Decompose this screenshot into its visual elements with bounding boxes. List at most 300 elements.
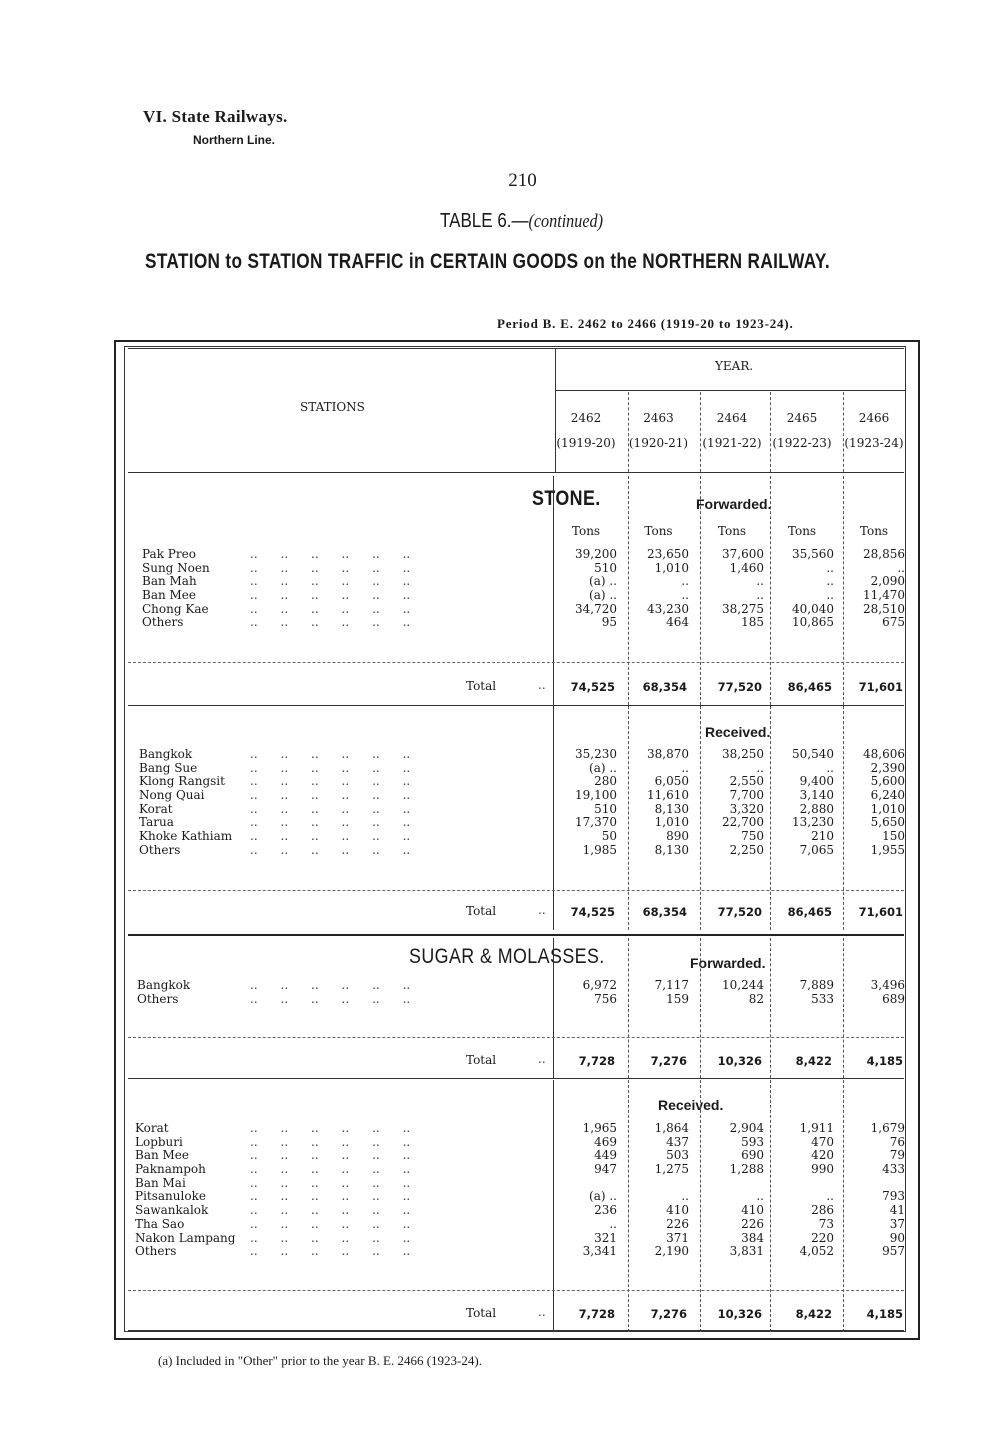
stations-header: STATIONS xyxy=(300,400,365,414)
table-cell: 957 xyxy=(882,1244,905,1259)
table-cell: 3,140 xyxy=(799,788,834,803)
table-cell: 1,679 xyxy=(870,1121,905,1135)
table-cell: 675 xyxy=(882,615,905,630)
table-cell: 433 xyxy=(882,1162,905,1177)
sugar-received-col-1 xyxy=(619,1122,689,1259)
table-cell: 890 xyxy=(666,829,689,844)
station-name: Korat xyxy=(135,1121,169,1135)
table-cell: 3,496 xyxy=(870,978,905,992)
table-cell: 6,972 xyxy=(582,978,617,992)
year-be-3: 2465 xyxy=(786,411,818,425)
sugar-forwarded-total-3: 8,422 xyxy=(795,1054,832,1068)
table-cell: 1,460 xyxy=(729,560,764,575)
sugar-received-total-dots: .. xyxy=(538,1305,546,1319)
table-cell: 1,010 xyxy=(654,815,689,830)
station-name: Ban Mee xyxy=(135,1148,190,1163)
station-name: Others xyxy=(142,615,184,630)
stone-received-col-divider-3 xyxy=(770,706,771,930)
table-cell: 79 xyxy=(889,1148,905,1163)
table-cell: 1,288 xyxy=(729,1162,764,1177)
table-cell: 159 xyxy=(666,991,689,1006)
table-title-continued: (continued) xyxy=(528,211,603,232)
stone-forwarded-total-3: 86,465 xyxy=(787,680,832,694)
stone-forwarded-col-divider-3 xyxy=(770,476,771,705)
stone-received-total-label: Total xyxy=(466,904,497,918)
table-cell: 11,470 xyxy=(863,588,905,603)
stone-forwarded-col-0 xyxy=(547,548,617,630)
stone-received-label: Received. xyxy=(705,724,771,740)
station-name: Tha Sao xyxy=(135,1216,185,1231)
leader-dots: .. .. .. .. .. .. xyxy=(250,547,411,561)
table-cell: 5,650 xyxy=(870,815,905,830)
stone-received-total-1: 68,354 xyxy=(642,905,687,919)
leader-dots: .. .. .. .. .. .. xyxy=(250,815,411,830)
year-be-2: 2464 xyxy=(716,411,748,425)
sugar-received-col-divider-1 xyxy=(628,1080,629,1332)
sugar-forwarded-stations xyxy=(137,979,190,1006)
page-number: 210 xyxy=(508,170,537,191)
table-cell: 10,244 xyxy=(722,978,764,992)
stone-received-col-divider-2 xyxy=(700,706,701,930)
table-cell: 437 xyxy=(666,1134,689,1149)
stone-received-total-dots: .. xyxy=(538,903,546,917)
year-ce-2: (1921-22) xyxy=(702,436,762,450)
year-header: YEAR. xyxy=(715,359,754,373)
leader-dots: .. .. .. .. .. .. xyxy=(250,1121,411,1135)
sugar-forwarded-total-2: 10,326 xyxy=(717,1054,762,1068)
stone-forwarded-col-2 xyxy=(694,548,764,630)
table-cell: 37,600 xyxy=(722,547,764,561)
stone-received-total-4: 71,601 xyxy=(858,905,903,919)
table-cell: 3,341 xyxy=(582,1244,617,1259)
sugar-forwarded-total-rule xyxy=(128,1037,904,1038)
table-cell: 503 xyxy=(666,1148,689,1163)
table-cell: .. xyxy=(826,1189,834,1204)
year-divider-2 xyxy=(700,392,701,472)
stone-forwarded-total-0: 74,525 xyxy=(570,680,615,694)
table-cell: 13,230 xyxy=(792,815,834,830)
station-name: Others xyxy=(139,842,181,857)
stone-received-col-divider-1 xyxy=(628,706,629,930)
table-cell xyxy=(694,1177,764,1191)
table-cell: 50,540 xyxy=(792,747,834,761)
table-cell: 37 xyxy=(889,1216,905,1231)
table-cell: 1,965 xyxy=(582,1121,617,1135)
year-divider-3 xyxy=(770,392,771,472)
sugar-received-total-2: 10,326 xyxy=(717,1307,762,1321)
sugar-received-col-3 xyxy=(764,1122,834,1259)
leader-dots: .. .. .. .. .. .. xyxy=(250,829,411,844)
table-cell: 2,390 xyxy=(870,760,905,775)
leader-dots: .. .. .. .. .. .. xyxy=(250,1148,411,1163)
stone-forwarded-unit-4: Tons xyxy=(859,524,889,538)
leader-dots: .. .. .. .. .. .. xyxy=(250,1162,411,1177)
sugar-received-total-3: 8,422 xyxy=(795,1307,832,1321)
table-cell: .. xyxy=(756,574,764,589)
table-cell: 73 xyxy=(818,1216,834,1231)
leader-dots: .. .. .. .. .. .. xyxy=(250,615,411,630)
sugar-forwarded-col-1 xyxy=(619,979,689,1006)
station-name: Lopburi xyxy=(135,1134,183,1149)
sugar-forwarded-total-label: Total xyxy=(466,1053,497,1067)
stone-forwarded-unit-2: Tons xyxy=(717,524,747,538)
leader-dots: .. .. .. .. .. .. xyxy=(250,1134,411,1149)
table-cell: 48,606 xyxy=(863,747,905,761)
table-cell: 1,010 xyxy=(654,560,689,575)
table-cell: .. xyxy=(681,574,689,589)
year-be-0: 2462 xyxy=(570,411,602,425)
table-cell: 510 xyxy=(594,560,617,575)
station-name: Bangkok xyxy=(137,978,191,992)
table-cell: 449 xyxy=(594,1148,617,1163)
leader-dots: .. .. .. .. .. .. xyxy=(250,574,411,589)
sugar-forwarded-col-2 xyxy=(694,979,764,1006)
sugar-received-col-2 xyxy=(694,1122,764,1259)
table-cell: 510 xyxy=(594,801,617,816)
stone-forwarded-unit-0: Tons xyxy=(571,524,601,538)
station-name: Nong Quai xyxy=(139,788,205,803)
table-cell: 38,250 xyxy=(722,747,764,761)
stone-forwarded-col-divider-1 xyxy=(628,476,629,705)
table-cell: 41 xyxy=(889,1203,905,1218)
table-cell: 10,865 xyxy=(792,615,834,630)
sugar-received-total-1: 7,276 xyxy=(650,1307,687,1321)
sugar-received-stations-divider xyxy=(553,1080,554,1332)
station-name: Sung Noen xyxy=(142,560,210,575)
sugar-received-stations xyxy=(135,1122,235,1259)
table-cell: 22,700 xyxy=(722,815,764,830)
leader-dots: .. .. .. .. .. .. xyxy=(250,560,411,575)
table-cell: 1,010 xyxy=(870,801,905,816)
stone-received-col-3 xyxy=(764,748,834,858)
year-be-1: 2463 xyxy=(643,411,674,425)
table-cell: 7,700 xyxy=(729,788,764,803)
sugar-received-leaders xyxy=(250,1122,410,1259)
stone-forwarded-total-2: 77,520 xyxy=(717,680,762,694)
table-cell: 947 xyxy=(594,1162,617,1177)
table-cell: 210 xyxy=(811,829,834,844)
table-cell: 236 xyxy=(594,1203,617,1218)
table-cell: 38,275 xyxy=(722,601,764,616)
table-cell: 1,985 xyxy=(582,842,617,857)
table-cell: 793 xyxy=(882,1189,905,1204)
table-cell: 2,090 xyxy=(870,574,905,589)
sugar-received-col-divider-4 xyxy=(843,1080,844,1332)
leader-dots: .. .. .. .. .. .. xyxy=(250,601,411,616)
table-cell: 2,550 xyxy=(729,774,764,789)
stone-forwarded-total-dots: .. xyxy=(538,678,546,692)
sugar-forwarded-stations-divider xyxy=(553,938,554,1078)
table-cell: 990 xyxy=(811,1162,834,1177)
table-cell: 226 xyxy=(741,1216,764,1231)
sugar-forwarded-end-rule xyxy=(128,1078,904,1079)
table-cell: (a) .. xyxy=(589,1189,617,1204)
year-ce-1: (1920-21) xyxy=(628,436,689,450)
table-cell: 4,052 xyxy=(799,1244,834,1259)
table-cell xyxy=(835,1177,905,1191)
table-cell: 2,190 xyxy=(654,1244,689,1259)
stone-forwarded-col-divider-2 xyxy=(700,476,701,705)
table-cell: 220 xyxy=(811,1230,834,1245)
table-title-main: TABLE 6.— xyxy=(440,210,529,232)
leader-dots: .. .. .. .. .. .. xyxy=(250,760,411,775)
stone-received-total-2: 77,520 xyxy=(717,905,762,919)
table-cell: 150 xyxy=(882,829,905,844)
leader-dots: .. .. .. .. .. .. xyxy=(250,788,411,803)
table-cell: 533 xyxy=(811,991,834,1006)
stone-received-leaders xyxy=(250,748,410,858)
table-cell: 420 xyxy=(811,1148,834,1163)
table-cell: 371 xyxy=(666,1230,689,1245)
year-divider-4 xyxy=(843,392,844,472)
table-cell: 464 xyxy=(666,615,689,630)
station-name: Paknampoh xyxy=(135,1162,206,1177)
table-cell: 3,320 xyxy=(729,801,764,816)
table-cell: .. xyxy=(681,760,689,775)
stone-received-stations xyxy=(139,748,232,858)
table-cell: .. xyxy=(756,760,764,775)
stone-forwarded-total-rule xyxy=(128,662,904,663)
table-cell: 689 xyxy=(882,991,905,1006)
table-cell: 286 xyxy=(811,1203,834,1218)
station-name: Ban Mee xyxy=(142,588,197,603)
header-rule-bottom xyxy=(128,472,904,473)
stone-forwarded-col-3 xyxy=(764,548,834,630)
table-cell: .. xyxy=(826,560,834,575)
sugar-received-col-4 xyxy=(835,1122,905,1259)
table-cell: 17,370 xyxy=(575,815,617,830)
table-cell: 5,600 xyxy=(870,774,905,789)
table-cell: .. xyxy=(826,574,834,589)
leader-dots: .. .. .. .. .. .. xyxy=(250,747,411,761)
table-cell: 28,856 xyxy=(863,547,905,561)
table-cell: 19,100 xyxy=(575,788,617,803)
station-name: Nakon Lampang xyxy=(135,1230,236,1245)
stone-forwarded-total-4: 71,601 xyxy=(858,680,903,694)
stone-received-total-0: 74,525 xyxy=(570,905,615,919)
table-cell: 23,650 xyxy=(647,547,689,561)
table-cell: 750 xyxy=(741,829,764,844)
stone-received-col-divider-4 xyxy=(843,706,844,930)
table-cell: 2,880 xyxy=(799,801,834,816)
stone-forwarded-label: Forwarded. xyxy=(696,496,772,512)
table-cell: 7,117 xyxy=(654,978,689,992)
sugar-forwarded-leaders xyxy=(250,979,410,1006)
sugar-forwarded-total-4: 4,185 xyxy=(866,1054,903,1068)
stone-forwarded-unit-1: Tons xyxy=(644,524,673,538)
station-name: Ban Mah xyxy=(142,574,197,589)
table-cell: 469 xyxy=(594,1134,617,1149)
sugar-received-total-label: Total xyxy=(466,1306,497,1320)
stone-received-end-rule xyxy=(128,934,904,936)
leader-dots: .. .. .. .. .. .. xyxy=(250,1244,411,1259)
leader-dots: .. .. .. .. .. .. xyxy=(250,842,411,857)
table-cell: 82 xyxy=(748,991,764,1006)
sugar-forwarded-total-dots: .. xyxy=(538,1052,546,1066)
sugar-forwarded-title: SUGAR & MOLASSES. xyxy=(409,945,605,968)
station-name: Bangkok xyxy=(139,747,193,761)
table-cell: 470 xyxy=(811,1134,834,1149)
sugar-received-col-0 xyxy=(547,1122,617,1259)
sugar-forwarded-col-0 xyxy=(547,979,617,1006)
station-name: Khoke Kathiam xyxy=(139,829,233,844)
stone-forwarded-col-divider-4 xyxy=(843,476,844,705)
sugar-forwarded-total-1: 7,276 xyxy=(650,1054,687,1068)
table-cell: 35,560 xyxy=(792,547,834,561)
table-cell xyxy=(619,1177,689,1191)
table-cell: 756 xyxy=(594,991,617,1006)
stone-forwarded-total-1: 68,354 xyxy=(642,680,687,694)
leader-dots: .. .. .. .. .. .. xyxy=(250,801,411,816)
table-cell: 410 xyxy=(666,1203,689,1218)
sugar-received-col-divider-2 xyxy=(700,1080,701,1332)
table-cell: 7,065 xyxy=(799,842,834,857)
table-cell: 384 xyxy=(741,1230,764,1245)
table-cell: 8,130 xyxy=(654,801,689,816)
sugar-received-col-divider-3 xyxy=(770,1080,771,1332)
table-cell: 6,050 xyxy=(654,774,689,789)
stone-forwarded-stations xyxy=(142,548,210,630)
table-cell: 1,955 xyxy=(870,842,905,857)
table-cell: 8,130 xyxy=(654,842,689,857)
leader-dots: .. .. .. .. .. .. xyxy=(250,1175,411,1190)
table-cell: 43,230 xyxy=(647,601,689,616)
table-cell: .. xyxy=(609,1216,617,1231)
table-cell: .. xyxy=(826,588,834,603)
table-cell: 35,230 xyxy=(575,747,617,761)
main-heading: STATION to STATION TRAFFIC in CERTAIN GOODS on the NORTHERN RAILWAY. xyxy=(145,250,830,273)
leader-dots: .. .. .. .. .. .. xyxy=(250,978,411,992)
table-cell: (a) .. xyxy=(589,574,617,589)
footnote: (a) Included in "Other" prior to the year B. E. 2466 (1923-24). xyxy=(158,1353,482,1368)
station-name: Others xyxy=(137,991,179,1006)
sugar-forwarded-col-divider-3 xyxy=(770,938,771,1078)
table-cell: .. xyxy=(756,1189,764,1204)
sugar-forwarded-label: Forwarded. xyxy=(690,955,766,971)
station-name: Ban Mai xyxy=(135,1175,186,1190)
stone-forwarded-col-1 xyxy=(619,548,689,630)
table-cell: 76 xyxy=(889,1134,905,1149)
station-name: Korat xyxy=(139,801,173,816)
table-cell: 39,200 xyxy=(575,547,617,561)
sugar-forwarded-col-4 xyxy=(835,979,905,1006)
table-cell: 38,870 xyxy=(647,747,689,761)
sugar-received-total-rule xyxy=(128,1290,904,1291)
table-cell: 410 xyxy=(741,1203,764,1218)
leader-dots: .. .. .. .. .. .. xyxy=(250,1189,411,1204)
table-title xyxy=(440,210,603,233)
year-be-4: 2466 xyxy=(858,411,890,425)
sugar-received-end-rule xyxy=(128,1330,904,1331)
sugar-forwarded-total-0: 7,728 xyxy=(578,1054,615,1068)
table-cell: (a) .. xyxy=(589,760,617,775)
table-cell: 2,904 xyxy=(729,1121,764,1135)
stone-received-col-2 xyxy=(694,748,764,858)
table-cell: 50 xyxy=(601,829,617,844)
sugar-received-total-0: 7,728 xyxy=(578,1307,615,1321)
table-cell: .. xyxy=(897,560,905,575)
leader-dots: .. .. .. .. .. .. xyxy=(250,774,411,789)
table-cell: 226 xyxy=(666,1216,689,1231)
table-cell: 95 xyxy=(601,615,617,630)
stone-forwarded-col-4 xyxy=(835,548,905,630)
table-cell: (a) .. xyxy=(589,588,617,603)
table-cell: 185 xyxy=(741,615,764,630)
stone-forwarded-end-rule xyxy=(128,705,904,706)
table-cell: 1,275 xyxy=(654,1162,689,1177)
table-cell: 34,720 xyxy=(575,601,617,616)
leader-dots: .. .. .. .. .. .. xyxy=(250,1203,411,1218)
table-cell: 9,400 xyxy=(799,774,834,789)
table-cell: 321 xyxy=(594,1230,617,1245)
section-subtitle: Northern Line. xyxy=(193,133,276,147)
table-cell xyxy=(764,1177,834,1191)
table-cell: 40,040 xyxy=(792,601,834,616)
stone-forwarded-unit-3: Tons xyxy=(787,524,817,538)
table-cell: 690 xyxy=(741,1148,764,1163)
stone-received-col-4 xyxy=(835,748,905,858)
table-cell: 1,864 xyxy=(654,1121,689,1135)
table-cell: 3,831 xyxy=(729,1244,764,1259)
stone-received-col-1 xyxy=(619,748,689,858)
sugar-received-total-4: 4,185 xyxy=(866,1307,903,1321)
leader-dots: .. .. .. .. .. .. xyxy=(250,1230,411,1245)
table-cell: .. xyxy=(756,588,764,603)
table-cell: .. xyxy=(681,1189,689,1204)
table-cell: 90 xyxy=(889,1230,905,1245)
header-rule-top xyxy=(128,348,904,349)
station-name: Klong Rangsit xyxy=(139,774,225,789)
station-name: Bang Sue xyxy=(139,760,198,775)
table-cell: 593 xyxy=(741,1134,764,1149)
station-name: Others xyxy=(135,1244,177,1259)
stone-forwarded-total-label: Total xyxy=(466,679,497,693)
table-cell: 6,240 xyxy=(870,788,905,803)
station-name: Pak Preo xyxy=(142,547,196,561)
stone-forwarded-title: STONE. xyxy=(532,487,601,510)
stone-received-col-0 xyxy=(547,748,617,858)
table-cell: .. xyxy=(826,760,834,775)
station-name: Pitsanuloke xyxy=(135,1189,206,1204)
table-cell: .. xyxy=(681,588,689,603)
stations-divider xyxy=(555,348,556,472)
sugar-forwarded-col-divider-2 xyxy=(700,938,701,1078)
table-cell xyxy=(547,1177,617,1191)
station-name: Chong Kae xyxy=(142,601,209,616)
year-divider-1 xyxy=(628,392,629,472)
sugar-received-label: Received. xyxy=(658,1097,724,1113)
stone-received-total-rule xyxy=(128,890,904,891)
table-cell: 280 xyxy=(594,774,617,789)
year-ce-3: (1922-23) xyxy=(772,436,832,450)
year-rule xyxy=(555,390,905,391)
table-cell: 7,889 xyxy=(799,978,834,992)
table-cell: 2,250 xyxy=(729,842,764,857)
station-name: Tarua xyxy=(139,815,174,830)
stone-forwarded-leaders xyxy=(250,548,410,630)
table-cell: 28,510 xyxy=(863,601,905,616)
period-label: Period B. E. 2462 to 2466 (1919-20 to 1923-24). xyxy=(497,316,794,331)
table-cell: 1,911 xyxy=(799,1121,834,1135)
table-cell: 11,610 xyxy=(647,788,689,803)
year-ce-4: (1923-24) xyxy=(844,436,904,450)
leader-dots: .. .. .. .. .. .. xyxy=(250,991,411,1006)
sugar-forwarded-col-3 xyxy=(764,979,834,1006)
station-name: Sawankalok xyxy=(135,1203,209,1218)
section-title: VI. State Railways. xyxy=(143,107,288,126)
stone-received-stations-divider xyxy=(553,706,554,930)
stone-forwarded-stations-divider xyxy=(553,476,554,705)
